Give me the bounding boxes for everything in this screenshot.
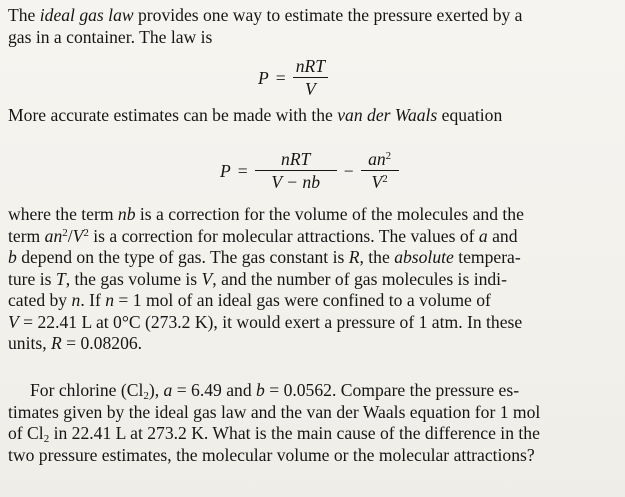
van-der-waals-term: van der Waals bbox=[337, 105, 438, 125]
ideal-numerator: nRT bbox=[293, 57, 328, 78]
explanation-line-2 bbox=[8, 226, 608, 248]
V-term: V bbox=[371, 172, 383, 192]
exponent: 2 bbox=[83, 226, 89, 239]
text-run: and bbox=[487, 225, 518, 246]
a-variable: a bbox=[163, 380, 173, 400]
text-run: = 1 mol of an ideal gas were confined to a volume of bbox=[114, 290, 491, 310]
text-run: . If bbox=[80, 290, 106, 310]
text-run: provides one way to estimate the pressure exerted by a bbox=[133, 5, 523, 25]
text-run: depend on the type of gas. The gas constant is bbox=[16, 247, 349, 267]
eq-equals: = bbox=[275, 67, 286, 88]
vdw-frac2-numerator bbox=[361, 150, 399, 171]
ideal-fraction bbox=[293, 57, 328, 99]
V-variable: V bbox=[201, 268, 213, 289]
absolute-term: absolute bbox=[394, 247, 454, 267]
vdw-frac1-numerator: nRT bbox=[255, 150, 337, 171]
T-variable: T bbox=[55, 268, 66, 289]
text-run: The bbox=[8, 5, 40, 25]
an-term: an bbox=[368, 149, 386, 169]
eq-lhs-P: P bbox=[258, 67, 269, 88]
n-variable: n bbox=[71, 290, 81, 310]
text-run: , the gas volume is bbox=[65, 268, 202, 289]
exponent: 2 bbox=[385, 150, 392, 162]
explanation-paragraph bbox=[8, 204, 608, 355]
explanation-line-4 bbox=[8, 269, 608, 291]
vdw-frac2-denominator bbox=[361, 171, 399, 192]
text-run: equation bbox=[437, 105, 503, 125]
transition-paragraph bbox=[8, 105, 608, 127]
text-run: units, bbox=[8, 333, 52, 353]
vdw-minus: − bbox=[343, 160, 354, 181]
intro-line-1 bbox=[8, 5, 608, 27]
text-run: where the term bbox=[8, 204, 118, 224]
exponent: 2 bbox=[382, 173, 388, 185]
text-run: , and the number of gas molecules is indi- bbox=[212, 268, 507, 289]
vdw-frac1-denominator: V − nb bbox=[271, 172, 321, 192]
intro-paragraph bbox=[8, 5, 608, 48]
vdw-fraction-2 bbox=[361, 150, 399, 192]
problem-line-3 bbox=[8, 423, 608, 445]
explanation-line-5 bbox=[8, 290, 608, 312]
text-run: tempera- bbox=[453, 247, 521, 267]
van-der-waals-equation bbox=[220, 150, 399, 192]
subscript: 2 bbox=[43, 433, 50, 445]
problem-paragraph bbox=[8, 380, 608, 466]
text-run: term bbox=[8, 225, 45, 246]
subscript: 2 bbox=[143, 390, 149, 402]
text-run: ture is bbox=[8, 268, 56, 289]
text-run: For chlorine (Cl bbox=[30, 380, 144, 400]
text-run: = 0.0562. Compare the pressure es- bbox=[264, 380, 520, 400]
R-variable: R bbox=[348, 247, 360, 267]
explanation-line-6 bbox=[8, 312, 608, 334]
an-term: an bbox=[44, 225, 63, 246]
transition-line bbox=[8, 105, 608, 127]
text-run: in 22.41 L at 273.2 K. What is the main cause of the difference in the bbox=[49, 423, 540, 443]
problem-line-2: timates given by the ideal gas law and the van der Waals equation for 1 mol bbox=[8, 401, 541, 422]
problem-line-1 bbox=[8, 380, 608, 402]
ideal-gas-equation bbox=[258, 57, 328, 99]
explanation-line-1 bbox=[8, 204, 608, 226]
b-variable: b bbox=[8, 247, 17, 267]
vdw-equals: = bbox=[237, 160, 248, 181]
text-run: is a correction for the volume of the molecules and the bbox=[135, 204, 524, 224]
text-run: ), bbox=[148, 380, 164, 400]
ideal-denominator: V bbox=[304, 79, 316, 99]
ideal-gas-law-term: ideal gas law bbox=[39, 5, 134, 25]
intro-line-2 bbox=[8, 27, 608, 49]
vdw-fraction-1 bbox=[255, 150, 337, 192]
slash: / bbox=[67, 225, 73, 246]
nb-term: nb bbox=[117, 204, 136, 224]
text-run: , the bbox=[359, 247, 395, 267]
V-term: V bbox=[72, 225, 84, 246]
R-variable: R bbox=[51, 333, 62, 353]
text-run: = 6.49 and bbox=[172, 380, 257, 400]
text-run: cated by bbox=[8, 290, 72, 310]
vdw-lhs-P: P bbox=[220, 160, 231, 181]
text-run: More accurate estimates can be made with the bbox=[8, 105, 338, 125]
text-run: is a correction for molecular attractions. The values of bbox=[88, 225, 479, 246]
b-variable: b bbox=[256, 380, 265, 400]
a-variable: a bbox=[478, 225, 488, 246]
V-variable: V bbox=[8, 311, 19, 332]
exponent: 2 bbox=[62, 226, 68, 239]
text-run: = 22.41 L at 0°C (273.2 K), it would exert a pressure of 1 atm. In these bbox=[18, 311, 523, 332]
n-variable: n bbox=[105, 290, 115, 310]
explanation-line-7 bbox=[8, 333, 608, 355]
problem-line-4: two pressure estimates, the molecular volume or the molecular attractions? bbox=[8, 444, 535, 465]
text-run: = 0.08206. bbox=[61, 333, 143, 353]
text-run: of Cl bbox=[8, 423, 44, 443]
text-run: gas in a container. The law is bbox=[8, 26, 213, 47]
explanation-line-3 bbox=[8, 247, 608, 269]
